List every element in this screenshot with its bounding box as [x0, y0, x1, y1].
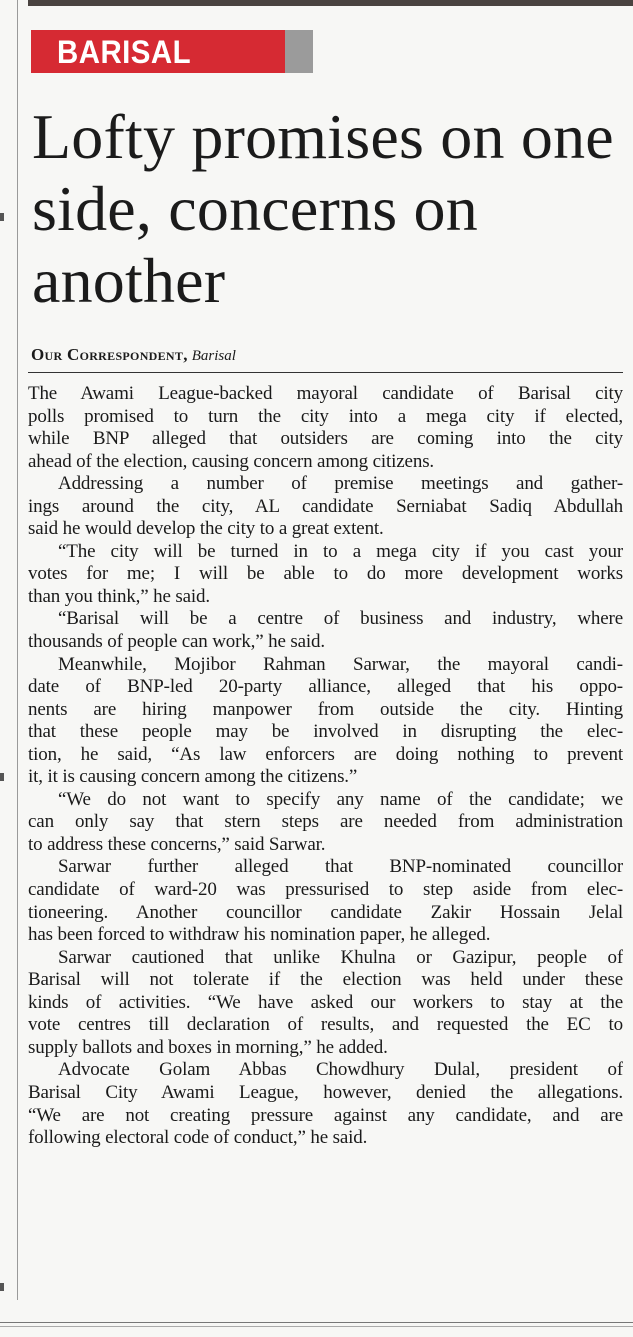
article-body [28, 383, 623, 1150]
bottom-rule-secondary [0, 1326, 633, 1327]
article-line: ings around the city, AL candidate Serniabat Sadiq Abdullah [28, 495, 623, 517]
section-kicker-label-box [31, 30, 285, 73]
headline: Lofty promises on one side, concerns on another [32, 101, 614, 316]
bottom-rule [0, 1322, 633, 1323]
article-line: Barisal City Awami League, however, denied the allegations. [28, 1081, 623, 1103]
article-line: can only say that stern steps are needed from administration [28, 811, 623, 833]
article-line: than you think,” he said. [28, 585, 210, 607]
byline-rule [28, 372, 623, 373]
article-line: “The city will be turned in to a mega city if you cast your [58, 540, 623, 562]
section-kicker-text: BARISAL [57, 33, 192, 70]
article-line: vote centres till declaration of results, and requested the EC to [28, 1014, 623, 1036]
article-line: The Awami League-backed mayoral candidate of Barisal city [28, 383, 623, 404]
article-line: to address these concerns,” said Sarwar. [28, 833, 326, 855]
article-line: kinds of activities. “We have asked our workers to stay at the [28, 991, 623, 1013]
article-line: “We do not want to specify any name of the candidate; we [58, 788, 623, 810]
crop-mark [0, 213, 4, 221]
article-line: Sarwar cautioned that unlike Khulna or Gazipur, people of [58, 946, 623, 968]
byline-author: Our Correspondent, [31, 345, 188, 364]
crop-mark [0, 773, 4, 781]
article-line: following electoral code of conduct,” he said. [28, 1127, 368, 1149]
article-line: nents are hiring manpower from outside the city. Hinting [28, 698, 623, 720]
crop-mark [0, 1283, 4, 1291]
section-kicker [31, 30, 313, 73]
article-line: Advocate Golam Abbas Chowdhury Dulal, president of [58, 1059, 623, 1081]
byline-location: Barisal [191, 348, 236, 364]
article-line: tioneering. Another councillor candidate Zakir Hossain Jelal [28, 901, 623, 923]
article-line: tion, he said, “As law enforcers are doing nothing to prevent [28, 743, 623, 765]
article-line: votes for me; I will be able to do more development works [28, 563, 623, 585]
article-line: Meanwhile, Mojibor Rahman Sarwar, the mayoral candi- [58, 653, 623, 675]
column-divider [17, 0, 18, 1300]
article-line: that these people may be involved in disrupting the elec- [28, 721, 623, 743]
article-line: Sarwar further alleged that BNP-nominated councillor [58, 856, 623, 878]
article-line: while BNP alleged that outsiders are coming into the city [28, 428, 623, 450]
article-line: ahead of the election, causing concern among citizens. [28, 450, 435, 472]
article-line: it, it is causing concern among the citizens.” [28, 766, 358, 788]
article-line: “Barisal will be a centre of business and industry, where [58, 608, 623, 630]
byline [31, 346, 236, 365]
article-line: thousands of people can work,” he said. [28, 631, 326, 653]
article-line: “We are not creating pressure against any candidate, and are [28, 1104, 623, 1126]
article-line: has been forced to withdraw his nomination paper, he alleged. [28, 924, 491, 946]
article-line: candidate of ward-20 was pressurised to step aside from elec- [28, 879, 623, 901]
article-line: Addressing a number of premise meetings and gather- [58, 473, 623, 495]
article-line: said he would develop the city to a great extent. [28, 518, 384, 540]
top-rule [28, 0, 633, 6]
article-line: supply ballots and boxes in morning,” he added. [28, 1036, 388, 1058]
article-line: polls promised to turn the city into a mega city if elected, [28, 405, 623, 427]
article-line: date of BNP-led 20-party alliance, alleged that his oppo- [28, 676, 623, 698]
section-kicker-accent [285, 30, 313, 73]
article-line: Barisal will not tolerate if the election was held under these [28, 969, 623, 991]
